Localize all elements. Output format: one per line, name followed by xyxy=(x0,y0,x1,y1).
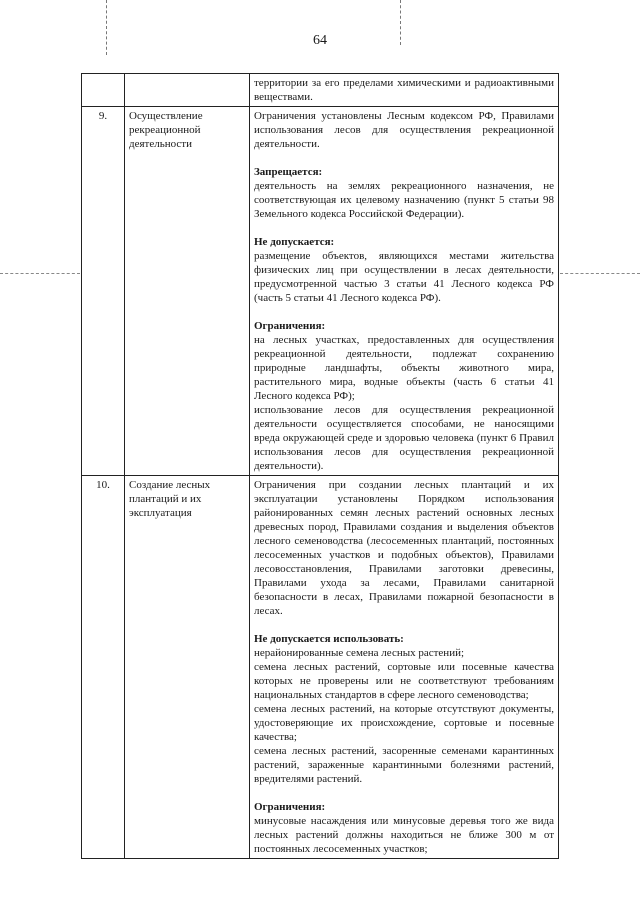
table-row xyxy=(82,107,559,476)
scan-artifact-left xyxy=(106,0,107,55)
scan-artifact-right xyxy=(400,0,401,45)
paragraph: размещение объектов, являющихся местами жительства физических лиц при осуществлении в лесах деятельности, предусмотренной частью 3 статьи 41 Лесного кодекса РФ (часть 5 статьи 41 Лесного кодекса РФ). xyxy=(254,250,554,304)
scan-fold-line-right xyxy=(560,273,640,274)
table-row xyxy=(82,74,559,107)
paragraph: территории за его пределами химическими и радиоактивными веществами. xyxy=(254,77,554,103)
row-title: Осуществление рекреационной деятельности xyxy=(125,107,250,476)
section-heading: Не допускается: xyxy=(254,236,335,248)
row-title xyxy=(125,74,250,107)
page-number: 64 xyxy=(313,33,327,48)
scan-fold-line xyxy=(0,273,80,274)
paragraph: Ограничения при создании лесных плантаций и их эксплуатации установлены Порядком использования районированных семян лесных растений основных лесных древесных пород, Правилами создания и выделения объектов лесного семеноводства (лесосеменных плантаций, постоянных лесосеменных участков и подобных объектов), Правилами лесовосстановления, Правилами заготовки древесины, Правилами ухода за лесами, Правилами санитарной безопасности в лесах, Правилами пожарной безопасности в лесах. xyxy=(254,479,554,617)
paragraph: минусовые насаждения или минусовые деревья того же вида лесных растений должны находиться не ближе 300 м от постоянных лесосеменных участков; xyxy=(254,815,554,855)
section-heading: Ограничения: xyxy=(254,320,326,332)
paragraph: деятельность на землях рекреационного назначения, не соответствующая их целевому назначению (пункт 5 статьи 98 Земельного кодекса Российской Федерации). xyxy=(254,180,554,220)
restrictions-table xyxy=(81,73,559,859)
section-heading: Запрещается: xyxy=(254,166,323,178)
section-heading: Ограничения: xyxy=(254,801,326,813)
paragraph: нерайонированные семена лесных растений; xyxy=(254,647,465,659)
row-content xyxy=(250,107,559,476)
paragraph: семена лесных растений, на которые отсутствуют документы, удостоверяющие их происхождение, сортовые и посевные качества; xyxy=(254,703,554,743)
paragraph: семена лесных растений, засоренные семенами карантинных растений, зараженные карантинными болезнями растений, вредителями растений. xyxy=(254,745,554,785)
table-row xyxy=(82,476,559,859)
row-number xyxy=(82,74,125,107)
row-content xyxy=(250,476,559,859)
row-content xyxy=(250,74,559,107)
section-heading: Не допускается использовать: xyxy=(254,633,404,645)
paragraph: семена лесных растений, сортовые или посевные качества которых не проверены или не соответствуют требованиям национальных стандартов в сфере лесного семеноводства; xyxy=(254,661,554,701)
row-title: Создание лесных плантаций и их эксплуатация xyxy=(125,476,250,859)
row-number: 9. xyxy=(82,107,125,476)
paragraph: Ограничения установлены Лесным кодексом РФ, Правилами использования лесов для осуществления рекреационной деятельности. xyxy=(254,110,554,150)
paragraph: использование лесов для осуществления рекреационной деятельности осуществляется способами, не наносящими вреда окружающей среде и здоровью человека (пункт 6 Правил использования лесов для осуществления рекреационной деятельности). xyxy=(254,404,554,472)
paragraph: на лесных участках, предоставленных для осуществления рекреационной деятельности, подлежат сохранению природные ландшафты, объекты животного мира, растительного мира, водные объекты (часть 6 статьи 41 Лесного кодекса РФ); xyxy=(254,334,554,402)
row-number: 10. xyxy=(82,476,125,859)
